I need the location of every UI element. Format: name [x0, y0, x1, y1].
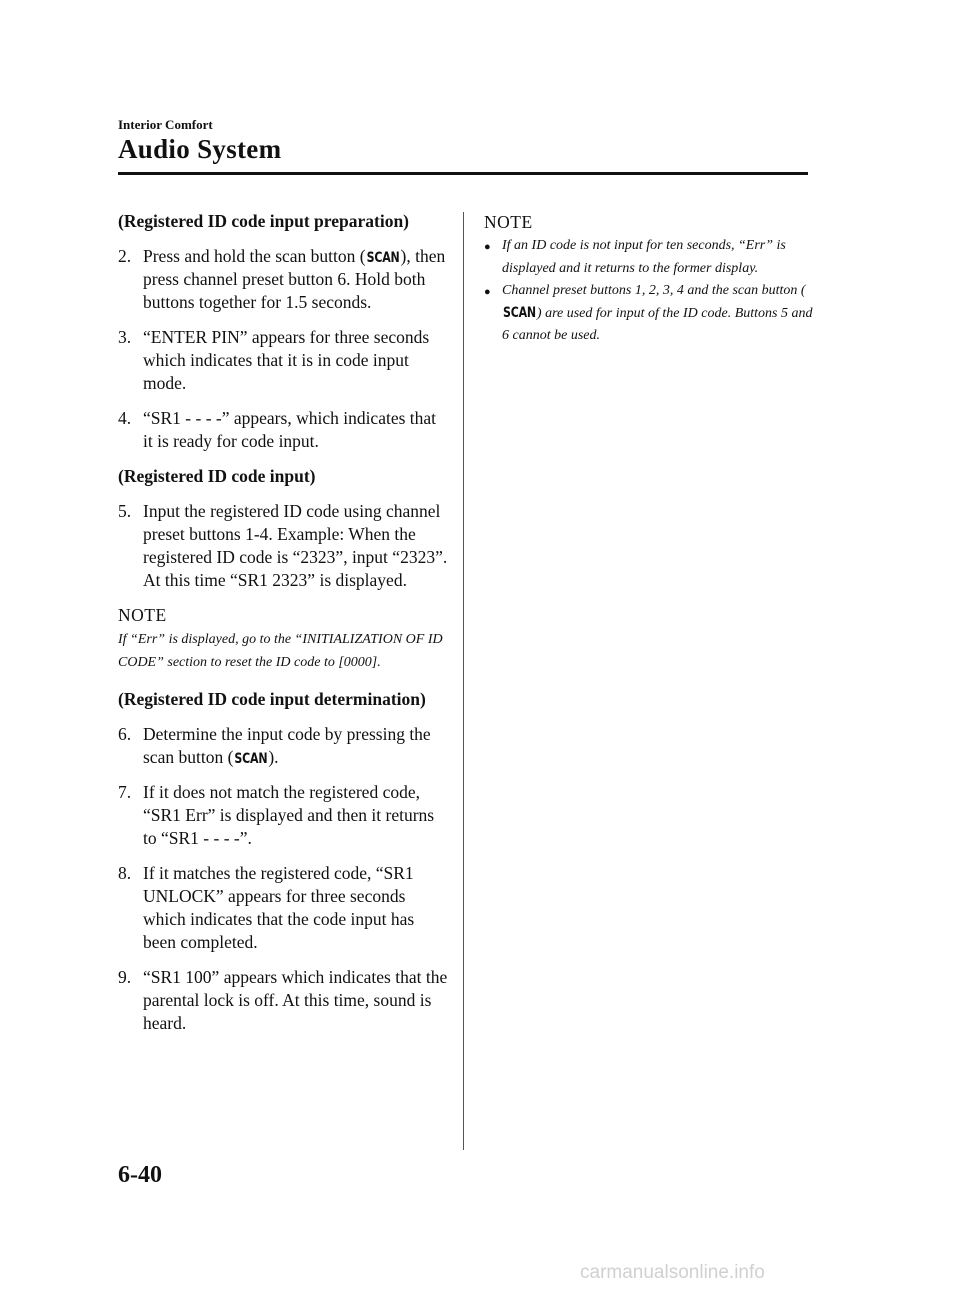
step-text-part: ).: [268, 747, 279, 767]
note-bullet-2: [484, 280, 814, 348]
subheading-preparation: (Registered ID code input preparation): [118, 211, 410, 231]
step-text-part: Determine the input code by pressing the scan button (: [143, 724, 431, 767]
step-text: Input the registered ID code using channel preset buttons 1-4. Example: When the registered ID code is “2323”, input “2323”. At this time “SR1 2323” is displayed.: [143, 501, 448, 590]
step-7: [118, 781, 448, 850]
subheading-input: (Registered ID code input): [118, 466, 316, 486]
column-divider: [463, 212, 464, 1150]
step-text-part: ), then press channel preset button 6. Hold both buttons together for 1.5 seconds.: [143, 246, 446, 312]
step-text: If it matches the registered code, “SR1 UNLOCK” appears for three seconds which indicates that the code input has been completed.: [143, 863, 415, 952]
step-number: 5.: [118, 501, 132, 521]
step-number: 7.: [118, 782, 132, 802]
step-number: 3.: [118, 327, 132, 347]
left-column: [118, 210, 448, 1047]
scan-button-icon: SCAN: [366, 249, 400, 266]
step-2: [118, 245, 448, 314]
note-title: NOTE: [484, 212, 533, 232]
scan-button-icon: SCAN: [234, 750, 268, 767]
bullet-text: If an ID code is not input for ten seconds, “Err” is displayed and it returns to the former display.: [502, 238, 786, 276]
step-text: “ENTER PIN” appears for three seconds which indicates that it is in code input mode.: [143, 327, 430, 393]
step-number: 6.: [118, 724, 132, 744]
step-text: [143, 245, 448, 314]
step-text: “SR1 100” appears which indicates that the parental lock is off. At this time, sound is heard.: [143, 967, 448, 1033]
header-rule: [118, 172, 808, 175]
bullet-icon: ●: [484, 286, 491, 298]
scan-button-icon: SCAN: [503, 303, 536, 321]
note-text: If “Err” is displayed, go to the “INITIALIZATION OF ID CODE” section to reset the ID code to [0000].: [118, 632, 443, 670]
step-text: If it does not match the registered code, “SR1 Err” is displayed and then it returns to “SR1 - - - -”.: [143, 782, 435, 848]
step-number: 2.: [118, 246, 132, 266]
step-4: [118, 407, 448, 453]
step-6: [118, 723, 448, 769]
step-number: 4.: [118, 408, 132, 428]
section-label: Interior Comfort: [118, 117, 213, 132]
subheading-determination: (Registered ID code input determination): [118, 689, 426, 709]
bullet-text: [502, 280, 814, 348]
step-text: “SR1 - - - -” appears, which indicates that it is ready for code input.: [143, 408, 437, 451]
page-number: 6-40: [118, 1162, 162, 1188]
note-title: NOTE: [118, 605, 167, 625]
step-text: [143, 723, 448, 769]
step-9: [118, 966, 448, 1035]
step-number: 9.: [118, 967, 132, 987]
bullet-text-part: Channel preset buttons 1, 2, 3, 4 and the scan button (: [502, 283, 806, 298]
bullet-text-part: ) are used for input of the ID code. Buttons 5 and 6 cannot be used.: [502, 305, 813, 343]
bullet-icon: ●: [484, 241, 491, 253]
chapter-title: Audio System: [118, 134, 282, 164]
watermark: carmanualsonline.info: [580, 1262, 765, 1283]
step-8: [118, 862, 448, 954]
right-column: [484, 211, 814, 348]
step-5: [118, 500, 448, 592]
step-number: 8.: [118, 863, 132, 883]
note-bullet-1: [484, 235, 814, 280]
step-3: [118, 326, 448, 395]
step-text-part: Press and hold the scan button (: [143, 246, 366, 266]
